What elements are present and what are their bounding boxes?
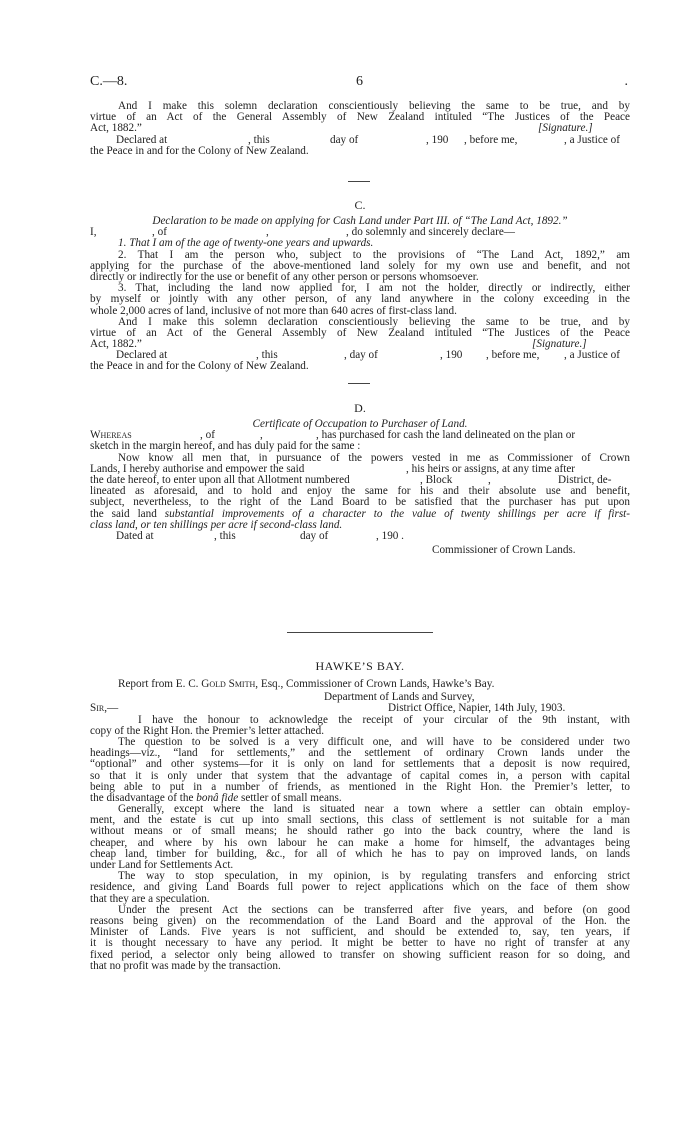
text-line: whole 2,000 acres of land, inclusive of not more than 640 acres of first-class land. [90, 304, 457, 317]
dated-this: , this [214, 529, 236, 542]
declarant-declare: , do solemnly and sincerely declare— [346, 226, 515, 239]
act-title: Act, 1882.” [90, 338, 142, 351]
form-letter: D. [354, 401, 366, 415]
section-divider [348, 383, 370, 384]
report-byline [90, 679, 630, 690]
declared-year: , 190 [426, 133, 449, 146]
text-line: Generally, except where the land is situated near a town where a settler can obtain employ- [118, 803, 630, 816]
declarant-i: I, [90, 226, 97, 239]
page-header [90, 74, 628, 90]
declared-at: Declared at [116, 349, 168, 362]
whereas-purchased: , has purchased for cash the land delineated on the plan or [316, 429, 576, 442]
act-title: Act, 1882.” [90, 122, 142, 135]
text-line: directly or indirectly for the use or benefit of any other person or persons whomsoever. [90, 270, 479, 283]
dated-line [90, 531, 630, 542]
whereas-word: Whereas [90, 429, 132, 442]
text-line: And I make this solemn declaration conscientiously believing the same to be true, and by [118, 100, 630, 112]
salutation-line [90, 703, 630, 714]
declared-day-of: day of [330, 133, 359, 146]
text-line: virtue of an Act of the General Assembly of New Zealand intituled “The Justices of the Peace [90, 111, 630, 124]
text-line: by myself or jointly with any other person, of any land anywhere in the colony exceeding in the [90, 293, 630, 306]
text-line: lineated as aforesaid, and to hold and enjoy the same for his and their absolute use and benefit, [90, 485, 630, 498]
commissioner-name: Gold Smith [201, 678, 256, 690]
act-line [90, 123, 630, 134]
declared-year: , 190 [440, 349, 463, 362]
dated-day-of: day of [300, 529, 329, 542]
commissioner-line [90, 545, 630, 556]
block-text: , Block [420, 473, 453, 486]
text-line: Minister of Lands. Five years is not sufficient, and should be extended to, say, ten years, if [90, 926, 630, 939]
whereas-of: , of [200, 429, 215, 442]
text-line: applying for the purchase of the above-mentioned land solely for my own use and benefit, and not [90, 259, 630, 272]
text-line: Under the present Act the sections can be transferred after five years, and before (on good [118, 903, 630, 916]
text-line: The question to be solved is a very difficult one, and will have to be considered under two [118, 735, 630, 748]
improvements-line [90, 509, 630, 520]
declarant-of: , of [152, 226, 167, 239]
text-line: cheaper, and where by his own labour he can make a home for himself, the advantages being [90, 836, 630, 849]
declared-day-of: , day of [344, 349, 378, 362]
declared-justice: , a Justice of [564, 349, 620, 362]
whereas-line [90, 430, 630, 441]
declared-before-me: , before me, [464, 133, 518, 146]
text-line: subject, nevertheless, to the right of the Land Board to be satisfied that the purchaser has put upon [90, 496, 630, 509]
declared-line [90, 135, 630, 146]
text-line: copy of the Right Hon. the Premier’s letter attached. [90, 724, 325, 737]
declared-line [90, 350, 630, 361]
text-line: the Peace in and for the Colony of New Zealand. [90, 144, 309, 157]
salutation: Sir,— [90, 702, 119, 715]
block-comma: , [488, 473, 491, 486]
text-line: without means or of small means; he should rather go into the back country, where the land is [90, 825, 630, 838]
text-line: cheap land, timber for building, &c., for all of which he has to pay on improved lands, on lands [90, 847, 630, 860]
dated-at: Dated at [116, 529, 154, 542]
text-line: The way to stop speculation, in my opinion, is by regulating transfers and enforcing strict [118, 870, 630, 883]
page-number: 6 [356, 74, 363, 89]
whereas-comma: , [260, 429, 263, 442]
section-divider [348, 181, 370, 182]
text-line: 3. That, including the land now applied for, I am not the holder, directly or indirectly, either [118, 282, 630, 295]
text-line: sketch in the margin hereof, and has duly paid for the same : [90, 440, 361, 453]
text-line: virtue of an Act of the General Assembly of New Zealand intituled “The Justices of the Peace [90, 326, 630, 339]
form-title: Certificate of Occupation to Purchaser of Land. [252, 418, 468, 430]
heirs-text: , his heirs or assigns, at any time after [406, 462, 576, 475]
declarant-comma: , [266, 226, 269, 239]
declared-before-me: , before me, [486, 349, 540, 362]
declarant-line [90, 227, 630, 238]
said-land-text: the said land [90, 507, 157, 520]
text-line: I have the honour to acknowledge the receipt of your circular of the 9th instant, with [138, 713, 630, 726]
text-line: so that it is only under that system that the advantage of capital comes in, a person with capital [90, 769, 630, 782]
form-letter: C. [354, 198, 366, 212]
text-line: under Land for Settlements Act. [90, 859, 234, 871]
declared-this: , this [248, 133, 270, 146]
office-date: District Office, Napier, 14th July, 1903. [388, 702, 566, 715]
form-d [90, 403, 630, 556]
text-line: the Peace in and for the Colony of New Zealand. [90, 360, 309, 373]
text-line: residence, and giving Land Boards full power to reject applications which on the face of them show [90, 881, 630, 894]
clause-1: 1. That I am of the age of twenty-one years and upwards. [118, 237, 374, 250]
hawkes-bay-report [90, 661, 630, 972]
commissioner-signature: Commissioner of Crown Lands. [432, 544, 576, 557]
text-line: reasons being given) on the recommendation of the Land Board and the approval of the Hon. the [90, 914, 630, 927]
commissioner-title: , Esq., Commissioner of Crown Lands, Hawke’s Bay. [255, 678, 495, 690]
form-c [90, 200, 630, 373]
text-line: fixed period, a selector only being allowed to transfer on showing sufficient reason for so doing, and [90, 948, 630, 961]
declared-this: , this [256, 349, 278, 362]
text-line: Now know all men that, in pursuance of the powers vested in me as Commissioner of Crown [118, 451, 630, 464]
form-b-ending [90, 101, 630, 157]
declared-justice: , a Justice of [564, 133, 620, 146]
text-line: it is thought necessary to have any period. It might be better to have no right of transfer at any [90, 937, 630, 950]
report-from: Report from E. C. [118, 678, 199, 690]
text-line: 2. That I am the person who, subject to the provisions of “The Land Act, 1892,” am [118, 248, 630, 261]
text-line: being able to put in a number of friends, as mentioned in the Right Hon. the Premier’s letter, to [90, 780, 630, 793]
bona-fide-term: bonâ fide [196, 791, 239, 804]
improvements-text: substantial improvements of a character to the value of twenty shillings per acre if first- [164, 507, 631, 520]
signature-placeholder: [Signature.] [538, 122, 593, 135]
text-line: class land, or ten shillings per acre if second-class land. [90, 518, 343, 531]
text-line: that no profit was made by the transaction. [90, 959, 281, 972]
dated-year: , 190 . [376, 529, 404, 542]
text-line: that they are a speculation. [90, 892, 210, 905]
department: Department of Lands and Survey, [324, 691, 475, 704]
signature-placeholder: [Signature.] [532, 338, 587, 351]
district-text: District, de- [558, 473, 612, 486]
text-fragment: the disadvantage of the [90, 791, 194, 804]
text-line: “optional” and other systems—for it is only on land for settlements that a deposit is now required, [90, 758, 630, 771]
form-title: Declaration to be made on applying for Cash Land under Part III. of “The Land Act, 1892.” [152, 215, 568, 227]
allotment-text: the date hereof, to enter upon all that Allotment numbered [90, 473, 350, 486]
text-line: ment, and the estate is cut up into small sections, this class of settlement is not suitable for a man [90, 814, 630, 827]
authorise-text: Lands, I hereby authorise and empower the said [90, 462, 305, 475]
region-heading: HAWKE’S BAY. [315, 659, 405, 673]
text-line: headings—viz., “land for settlements,” and the settlement of ordinary Crown lands under the [90, 747, 630, 760]
header-mark: . [624, 74, 628, 89]
allotment-line [90, 475, 630, 486]
text-line: And I make this solemn declaration conscientiously believing the same to be true, and by [118, 315, 630, 328]
document-reference: C.—8. [90, 74, 128, 89]
declared-at: Declared at [116, 133, 168, 146]
report-divider [287, 632, 433, 633]
text-fragment: settler of small means. [241, 791, 342, 804]
